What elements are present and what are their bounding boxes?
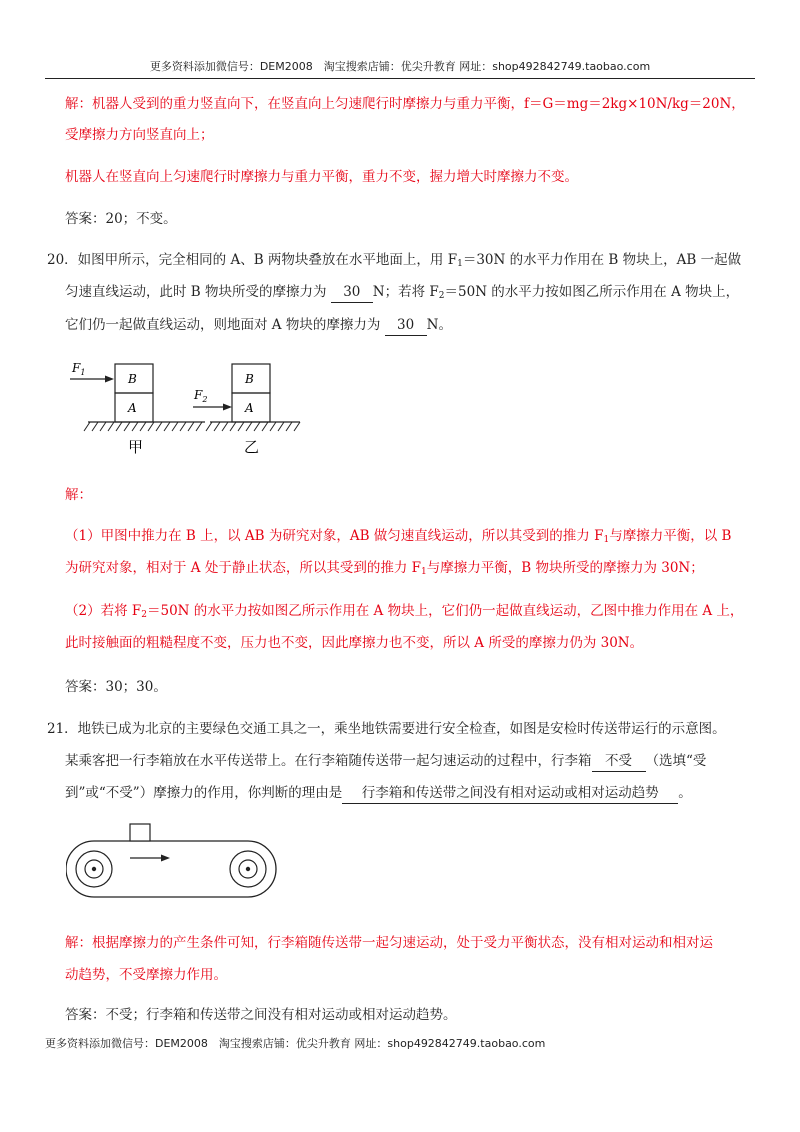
solution-text: 与摩擦力平衡，B 物块所受的摩擦力为 30N；	[426, 560, 704, 576]
q21-answer: 答案：不受；行李箱和传送带之间没有相对运动或相对运动趋势。	[65, 1007, 457, 1023]
q20-solution-2-line2: 此时接触面的粗糙程度不变，压力也不变，因此摩擦力也不变，所以 A 所受的摩擦力仍为 30N。	[65, 635, 644, 651]
arrow-icon	[161, 855, 170, 862]
q20-stem-line1	[47, 245, 752, 279]
q20-stem-text: 匀速直线运动，此时 B 物块所受的摩擦力为	[65, 284, 331, 300]
block-a-label: A	[245, 401, 254, 415]
figure-jia	[70, 361, 208, 456]
force-f2-label: $F_2$	[194, 388, 208, 404]
q20-blank-2: 30	[385, 315, 427, 336]
q20-solution-2-line1	[65, 596, 750, 630]
q20-stem-text: 20．如图甲所示，完全相同的 A、B 两物块叠放在水平地面上，用 F	[47, 252, 458, 268]
q21-solution-line2: 动趋势，不受摩擦力作用。	[65, 967, 227, 983]
q19-solution-line2: 受摩擦力方向竖直向上；	[65, 127, 214, 143]
page-header: 更多资料添加微信号：DEM2008 淘宝搜索店铺：优尖升教育 网址：shop492842749.taobao.com	[45, 58, 755, 79]
q19-solution-line3: 机器人在竖直向上匀速爬行时摩擦力与重力平衡，重力不变，握力增大时摩擦力不变。	[65, 169, 578, 185]
arrow-icon	[223, 404, 232, 411]
q20-stem-line3	[65, 310, 750, 340]
subscript: 1	[603, 535, 610, 545]
luggage-box	[130, 824, 150, 841]
q21-blank-1: 不受	[592, 751, 646, 772]
q21-stem-text: 到”或“不受”）摩擦力的作用，你判断的理由是	[65, 785, 343, 801]
block-a-label: A	[128, 401, 137, 415]
q21-stem-text: 某乘客把一行李箱放在水平传送带上。在行李箱随传送带一起匀速运动的过程中，行李箱	[65, 753, 592, 769]
q21-conveyor-figure	[66, 820, 286, 900]
subscript: 2	[438, 291, 445, 301]
q21-stem-text: （选填“受	[645, 753, 707, 769]
solution-text: （1）甲图中推力在 B 上，以 AB 为研究对象，AB 做匀速直线运动，所以其受到的推力 F	[65, 528, 604, 544]
q21-blank-2: 行李箱和传送带之间没有相对运动或相对运动趋势	[342, 783, 678, 804]
conveyor-belt	[66, 841, 276, 897]
q20-stem-line2	[65, 277, 750, 311]
solution-text: 为研究对象，相对于 A 处于静止状态，所以其受到的推力 F	[65, 560, 421, 576]
q20-stem-text: ＝50N 的水平力按如图乙所示作用在 A 物块上，	[444, 284, 740, 300]
q19-solution-line1: 解：机器人受到的重力竖直向下，在竖直向上匀速爬行时摩擦力与重力平衡，f＝G＝mg＝2kg×10N/kg＝20N，	[65, 96, 745, 112]
subscript: 1	[421, 567, 427, 577]
force-f1-label: $F_1$	[72, 361, 86, 377]
figure-label-yi: 乙	[244, 438, 260, 456]
block-b-label: B	[128, 372, 137, 386]
subscript: 1	[457, 259, 463, 269]
figure-label-jia: 甲	[128, 438, 144, 456]
solution-text: ＝50N 的水平力按如图乙所示作用在 A 物块上，它们仍一起做直线运动，乙图中推力作用在 A 上，	[146, 603, 744, 619]
q20-solution-head: 解：	[65, 487, 92, 503]
q20-stem-text: N。	[426, 317, 452, 333]
q21-stem-text: 。	[678, 785, 692, 801]
page-footer: 更多资料添加微信号：DEM2008 淘宝搜索店铺：优尖升教育 网址：shop492842749.taobao.com	[45, 1037, 546, 1050]
q20-stem-text: 它们仍一起做直线运动，则地面对 A 物块的摩擦力为	[65, 317, 385, 333]
q20-figure	[60, 355, 320, 460]
q20-blank-1: 30	[331, 282, 373, 303]
subscript: 2	[141, 610, 147, 620]
q20-answer: 答案：30；30。	[65, 679, 167, 695]
q21-stem-line2	[65, 746, 750, 776]
arrow-icon	[105, 376, 114, 383]
solution-text: （2）若将 F	[65, 603, 142, 619]
q20-solution-1-line1	[65, 521, 750, 555]
q19-answer: 答案：20；不变。	[65, 211, 177, 227]
q21-stem-line1: 21．地铁已成为北京的主要绿色交通工具之一，乘坐地铁需要进行安全检查，如图是安检时传送带运行的示意图。	[47, 721, 726, 737]
q20-solution-1-line2	[65, 553, 750, 587]
figure-yi	[193, 364, 300, 456]
block-b-label: B	[245, 372, 254, 386]
q20-stem-text: ＝30N 的水平力作用在 B 物块上，AB 一起做	[462, 252, 742, 268]
q20-stem-text: N；若将 F	[372, 284, 439, 300]
q21-stem-line3	[65, 778, 750, 808]
solution-text: 与摩擦力平衡，以 B	[609, 528, 732, 544]
q21-solution-line1: 解：根据摩擦力的产生条件可知，行李箱随传送带一起匀速运动，处于受力平衡状态，没有相对运动和相对运	[65, 935, 713, 951]
